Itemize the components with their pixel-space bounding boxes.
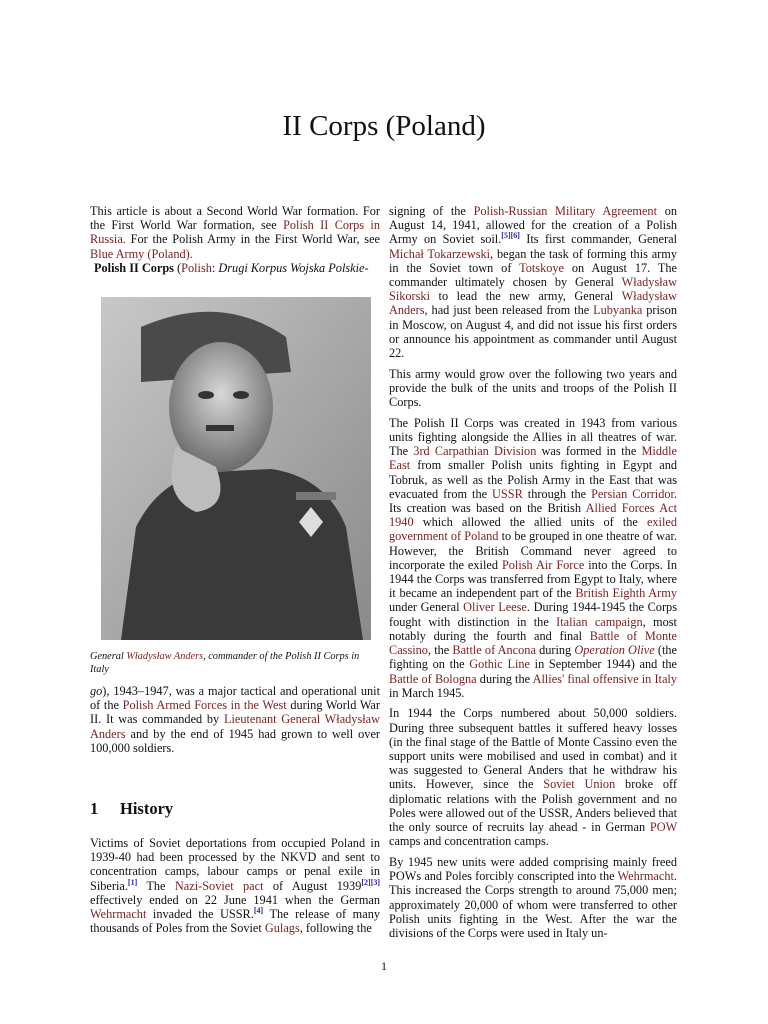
wiki-link[interactable]: USSR: [492, 486, 523, 501]
section-heading-history: [90, 799, 173, 819]
text: prison in Moscow, on August 4, and did not issue his first orders or announce his appointment as commander until August 22.: [389, 303, 677, 361]
wiki-link[interactable]: Middle East: [389, 444, 677, 473]
lead-paragraph-end: [90, 684, 380, 755]
portrait-photo: [101, 297, 371, 640]
text: In 1944 the Corps numbered about 50,000 soldiers. During three subsequent battles it suffered heavy losses (in the final stage of the Battle of Monte Cassino even the support units were mobilised and used in combat) and it was suggested to General Anders that he withdraw his units. However, since the: [389, 706, 677, 792]
wiki-link[interactable]: Polish-Russian Military Agreement: [473, 204, 657, 218]
text: The: [137, 878, 175, 893]
text: in March 1945.: [389, 685, 465, 700]
text: , following the: [299, 921, 372, 936]
text: . Its creation was based on the British: [389, 486, 677, 516]
photo-caption: [90, 650, 380, 676]
wiki-link[interactable]: Polish II Corps in Russia.: [90, 218, 380, 247]
wiki-link[interactable]: Nazi-Soviet pact: [174, 878, 264, 893]
page-number: 1: [381, 959, 387, 973]
wiki-link[interactable]: Operation Olive: [574, 643, 655, 658]
text: broke off diplomatic relations with the Polish government and no Poles were allowed out of the USSR, Anders believed that the only source of recruits lay ahead - in German: [389, 777, 677, 835]
body-paragraph: [389, 706, 677, 848]
text: , the: [427, 643, 453, 658]
page-title: II Corps (Poland): [282, 110, 486, 142]
wiki-link[interactable]: exiled government of Poland: [389, 515, 677, 544]
text: , began the task of forming this army in the Soviet town of: [389, 246, 677, 275]
text: The Polish II Corps was created in 1943 from various units fighting alongside the Allies in all theatres of war. The: [389, 415, 677, 459]
text: to lead the new army, General: [430, 289, 622, 304]
section-title: History: [120, 799, 174, 818]
text: signing of the: [389, 204, 474, 218]
text: during: [535, 643, 575, 658]
wiki-link[interactable]: Battle of Bologna: [389, 671, 477, 686]
wiki-link[interactable]: POW: [649, 820, 677, 835]
text: . During 1944-1945 the Corps fought with distinction in the: [389, 600, 677, 629]
wiki-link[interactable]: 3rd Carpathian Division: [413, 444, 537, 459]
text: ), 1943–1947, was a major tactical and operational unit of the: [90, 684, 380, 713]
citation-link[interactable]: [1]: [127, 877, 138, 887]
citation-link[interactable]: [5][6]: [501, 231, 520, 241]
text: under General: [389, 600, 464, 615]
wiki-link[interactable]: Totskoye: [519, 260, 564, 275]
text: General: [90, 651, 127, 662]
citation-link[interactable]: [4]: [253, 905, 264, 915]
text: This army would grow over the following two years and provide the bulk of the units and troops of the Polish II Corps.: [389, 366, 677, 410]
text: to be grouped in one theatre of war. However, the British Command never agreed to incorporate the exiled: [389, 529, 677, 572]
wiki-link[interactable]: Władysław Sikorski: [389, 275, 677, 304]
text: Drugi Korpus Wojska Polskie-: [218, 261, 369, 275]
body-paragraph: [389, 855, 677, 940]
wiki-link[interactable]: Persian Corridor: [591, 486, 674, 501]
text: through the: [522, 486, 592, 501]
text: , had just been released from the: [424, 303, 594, 318]
text: (: [173, 261, 182, 275]
text: (the fighting on the: [389, 643, 677, 672]
wiki-link[interactable]: Soviet Union: [543, 777, 616, 792]
text: :: [211, 261, 219, 275]
wiki-link[interactable]: Gothic Line: [469, 657, 530, 672]
body-paragraph: [389, 416, 677, 700]
portrait-image: [101, 297, 371, 640]
wiki-link[interactable]: Polish Air Force: [501, 557, 585, 572]
wiki-link[interactable]: Władysław Anders: [389, 289, 677, 318]
wiki-link[interactable]: Blue Army (Poland).: [90, 246, 193, 261]
wiki-link[interactable]: Allies' final offensive in Italy: [532, 671, 677, 686]
wiki-link[interactable]: Lubyanka: [593, 303, 643, 318]
wiki-link[interactable]: Wehrmacht: [617, 869, 674, 884]
wiki-link[interactable]: Lieutenant General Władysław Anders: [90, 712, 380, 741]
text: during the: [476, 671, 533, 686]
body-paragraph: [389, 367, 677, 410]
text: For the Polish Army in the First World War, see: [125, 232, 380, 247]
wiki-link[interactable]: Battle of Ancona: [452, 643, 536, 658]
text: in September 1944) and the: [529, 657, 677, 672]
text: of August 1939: [263, 878, 362, 893]
wiki-link[interactable]: Michał Tokarzewski: [389, 246, 491, 261]
text: This article is about a Second World War formation. For the First World War formation, see: [90, 204, 380, 233]
text: during World War II. It was commanded by: [90, 698, 380, 727]
citation-link[interactable]: [2][3]: [361, 877, 381, 887]
wiki-link[interactable]: Oliver Leese: [463, 600, 527, 615]
history-paragraph: [90, 836, 380, 935]
text: . This increased the Corps strength to around 75,000 men; approximately 20,000 of whom were transferred to other Polish units fighting in the West. After the war the divisions of the Corps were used in Italy un-: [389, 869, 677, 940]
wiki-link[interactable]: Polish: [181, 261, 212, 275]
text: on August 14, 1941, allowed for the creation of a Polish Army on Soviet soil.: [389, 204, 677, 247]
text: into the Corps. In 1944 the Corps was transferred from Egypt to Italy, where it became an independent part of the: [389, 557, 677, 601]
text: Victims of Soviet deportations from occupied Poland in 1939-40 had been processed by the NKVD and sent to concentration camps, labour camps or penal exile in Siberia.: [90, 836, 380, 893]
wiki-link[interactable]: British Eighth Army: [575, 586, 677, 601]
wiki-link[interactable]: Italian campaign: [556, 614, 643, 629]
lead-paragraph-start: [90, 261, 380, 275]
body-paragraph: [389, 204, 677, 360]
text: and by the end of 1945 had grown to well over 100,000 soldiers.: [90, 726, 380, 755]
text: which allowed the allied units of the: [413, 515, 647, 530]
text: By 1945 new units were added comprising mainly freed POWs and Poles forcibly conscripted into the: [389, 854, 677, 884]
bold-text: Polish II Corps: [94, 261, 174, 275]
text: invaded the USSR.: [146, 907, 254, 922]
text: , commander of the Polish II Corps in Italy: [90, 651, 360, 675]
text: effectively ended on 22 June 1941 when the German: [90, 892, 380, 907]
text: Its first commander, General: [519, 232, 677, 247]
wiki-link[interactable]: Władysław Anders: [126, 651, 204, 662]
text: go: [90, 684, 103, 698]
wiki-link[interactable]: Allied Forces Act 1940: [389, 501, 677, 530]
text: camps and concentration camps.: [389, 834, 549, 849]
wiki-link[interactable]: Gulags: [264, 921, 300, 936]
text: was formed in the: [536, 444, 642, 459]
wiki-link[interactable]: Polish Armed Forces in the West: [122, 698, 287, 713]
text: , most notably during the fourth and final: [389, 614, 677, 643]
text: on August 17. The commander ultimately chosen by General: [389, 260, 677, 290]
hatnote: [90, 204, 380, 261]
section-number: 1: [90, 799, 99, 818]
text: The release of many thousands of Poles from the Soviet: [90, 907, 380, 936]
wiki-link[interactable]: Battle of Monte Cassino: [389, 628, 677, 658]
text: from smaller Polish units fighting in Egypt and Tobruk, as well as the Polish Army in the East that was evacuated from the: [389, 458, 677, 501]
wiki-link[interactable]: Wehrmacht: [90, 907, 147, 922]
right-column: [389, 204, 677, 947]
